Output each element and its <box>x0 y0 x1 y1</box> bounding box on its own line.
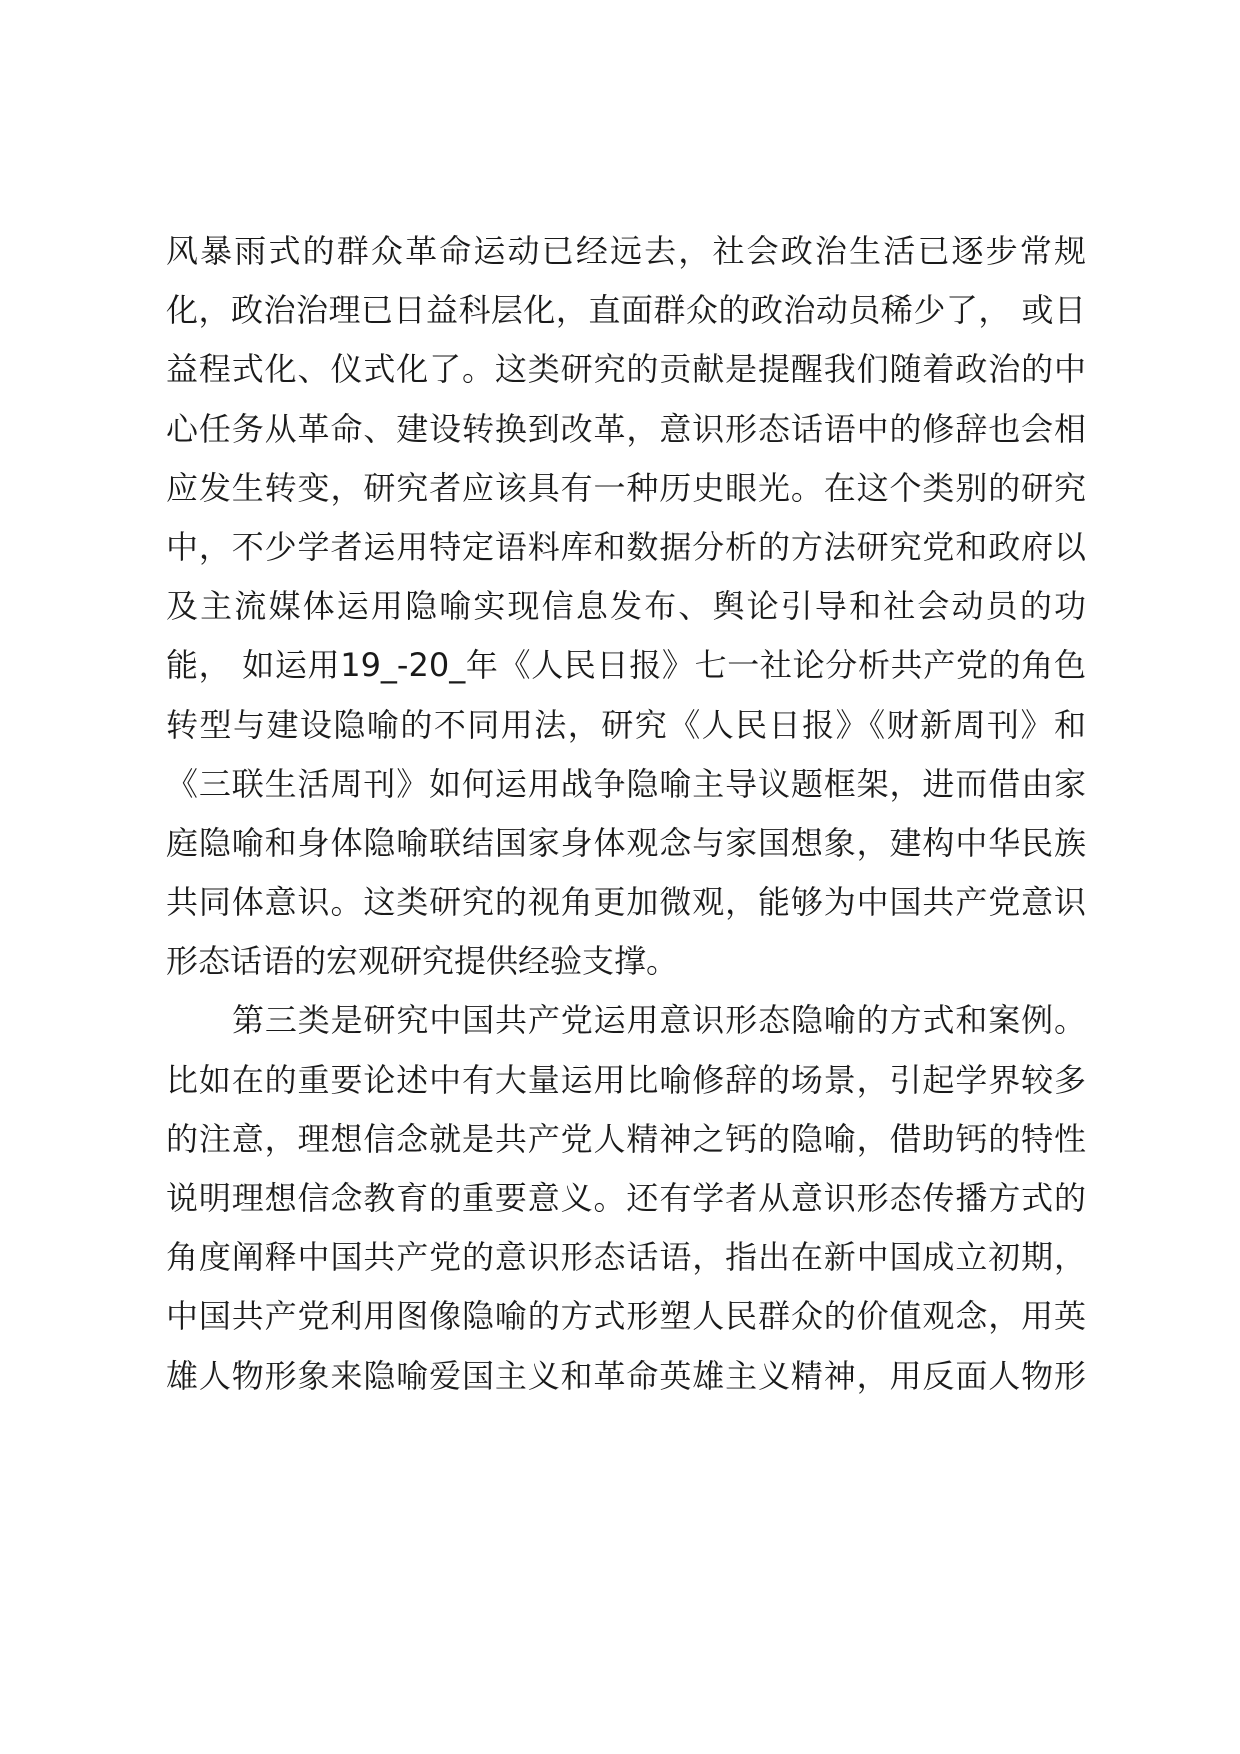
text-line: 能， 如运用19_-20_年《人民日报》七一社论分析共产党的角色 <box>166 646 1086 685</box>
paragraph-start-line: 第三类是研究中国共产党运用意识形态隐喻的方式和案例。 <box>232 1001 1086 1040</box>
text-line: 益程式化、仪式化了。这类研究的贡献是提醒我们随着政治的中 <box>166 350 1086 389</box>
text-line: 应发生转变，研究者应该具有一种历史眼光。在这个类别的研究 <box>166 468 1086 507</box>
text-line: 中，不少学者运用特定语料库和数据分析的方法研究党和政府以 <box>166 527 1086 566</box>
text-line: 比如在的重要论述中有大量运用比喻修辞的场景，引起学界较多 <box>166 1060 1086 1099</box>
text-line: 《三联生活周刊》如何运用战争隐喻主导议题框架，进而借由家 <box>166 764 1086 803</box>
paragraph-end-line: 形态话语的宏观研究提供经验支撑。 <box>166 942 679 981</box>
text-line: 角度阐释中国共产党的意识形态话语，指出在新中国成立初期， <box>166 1238 1086 1277</box>
text-line: 的注意，理想信念就是共产党人精神之钙的隐喻，借助钙的特性 <box>166 1119 1086 1158</box>
text-line: 转型与建设隐喻的不同用法，研究《人民日报》《财新周刊》和 <box>166 705 1086 744</box>
text-line: 化，政治治理已日益科层化，直面群众的政治动员稀少了， 或日 <box>166 291 1086 330</box>
text-line: 共同体意识。这类研究的视角更加微观，能够为中国共产党意识 <box>166 883 1086 922</box>
text-line: 说明理想信念教育的重要意义。还有学者从意识形态传播方式的 <box>166 1179 1086 1217</box>
text-line: 心任务从革命、建设转换到改革，意识形态话语中的修辞也会相 <box>166 409 1086 448</box>
body-text <box>166 222 1086 1406</box>
text-line: 及主流媒体运用隐喻实现信息发布、舆论引导和社会动员的功 <box>166 587 1086 626</box>
text-line: 中国共产党利用图像隐喻的方式形塑人民群众的价值观念，用英 <box>166 1297 1086 1336</box>
text-line: 风暴雨式的群众革命运动已经远去，社会政治生活已逐步常规 <box>166 232 1086 270</box>
text-line: 雄人物形象来隐喻爱国主义和革命英雄主义精神，用反面人物形 <box>166 1356 1086 1395</box>
text-line: 庭隐喻和身体隐喻联结国家身体观念与家国想象，建构中华民族 <box>166 823 1086 862</box>
